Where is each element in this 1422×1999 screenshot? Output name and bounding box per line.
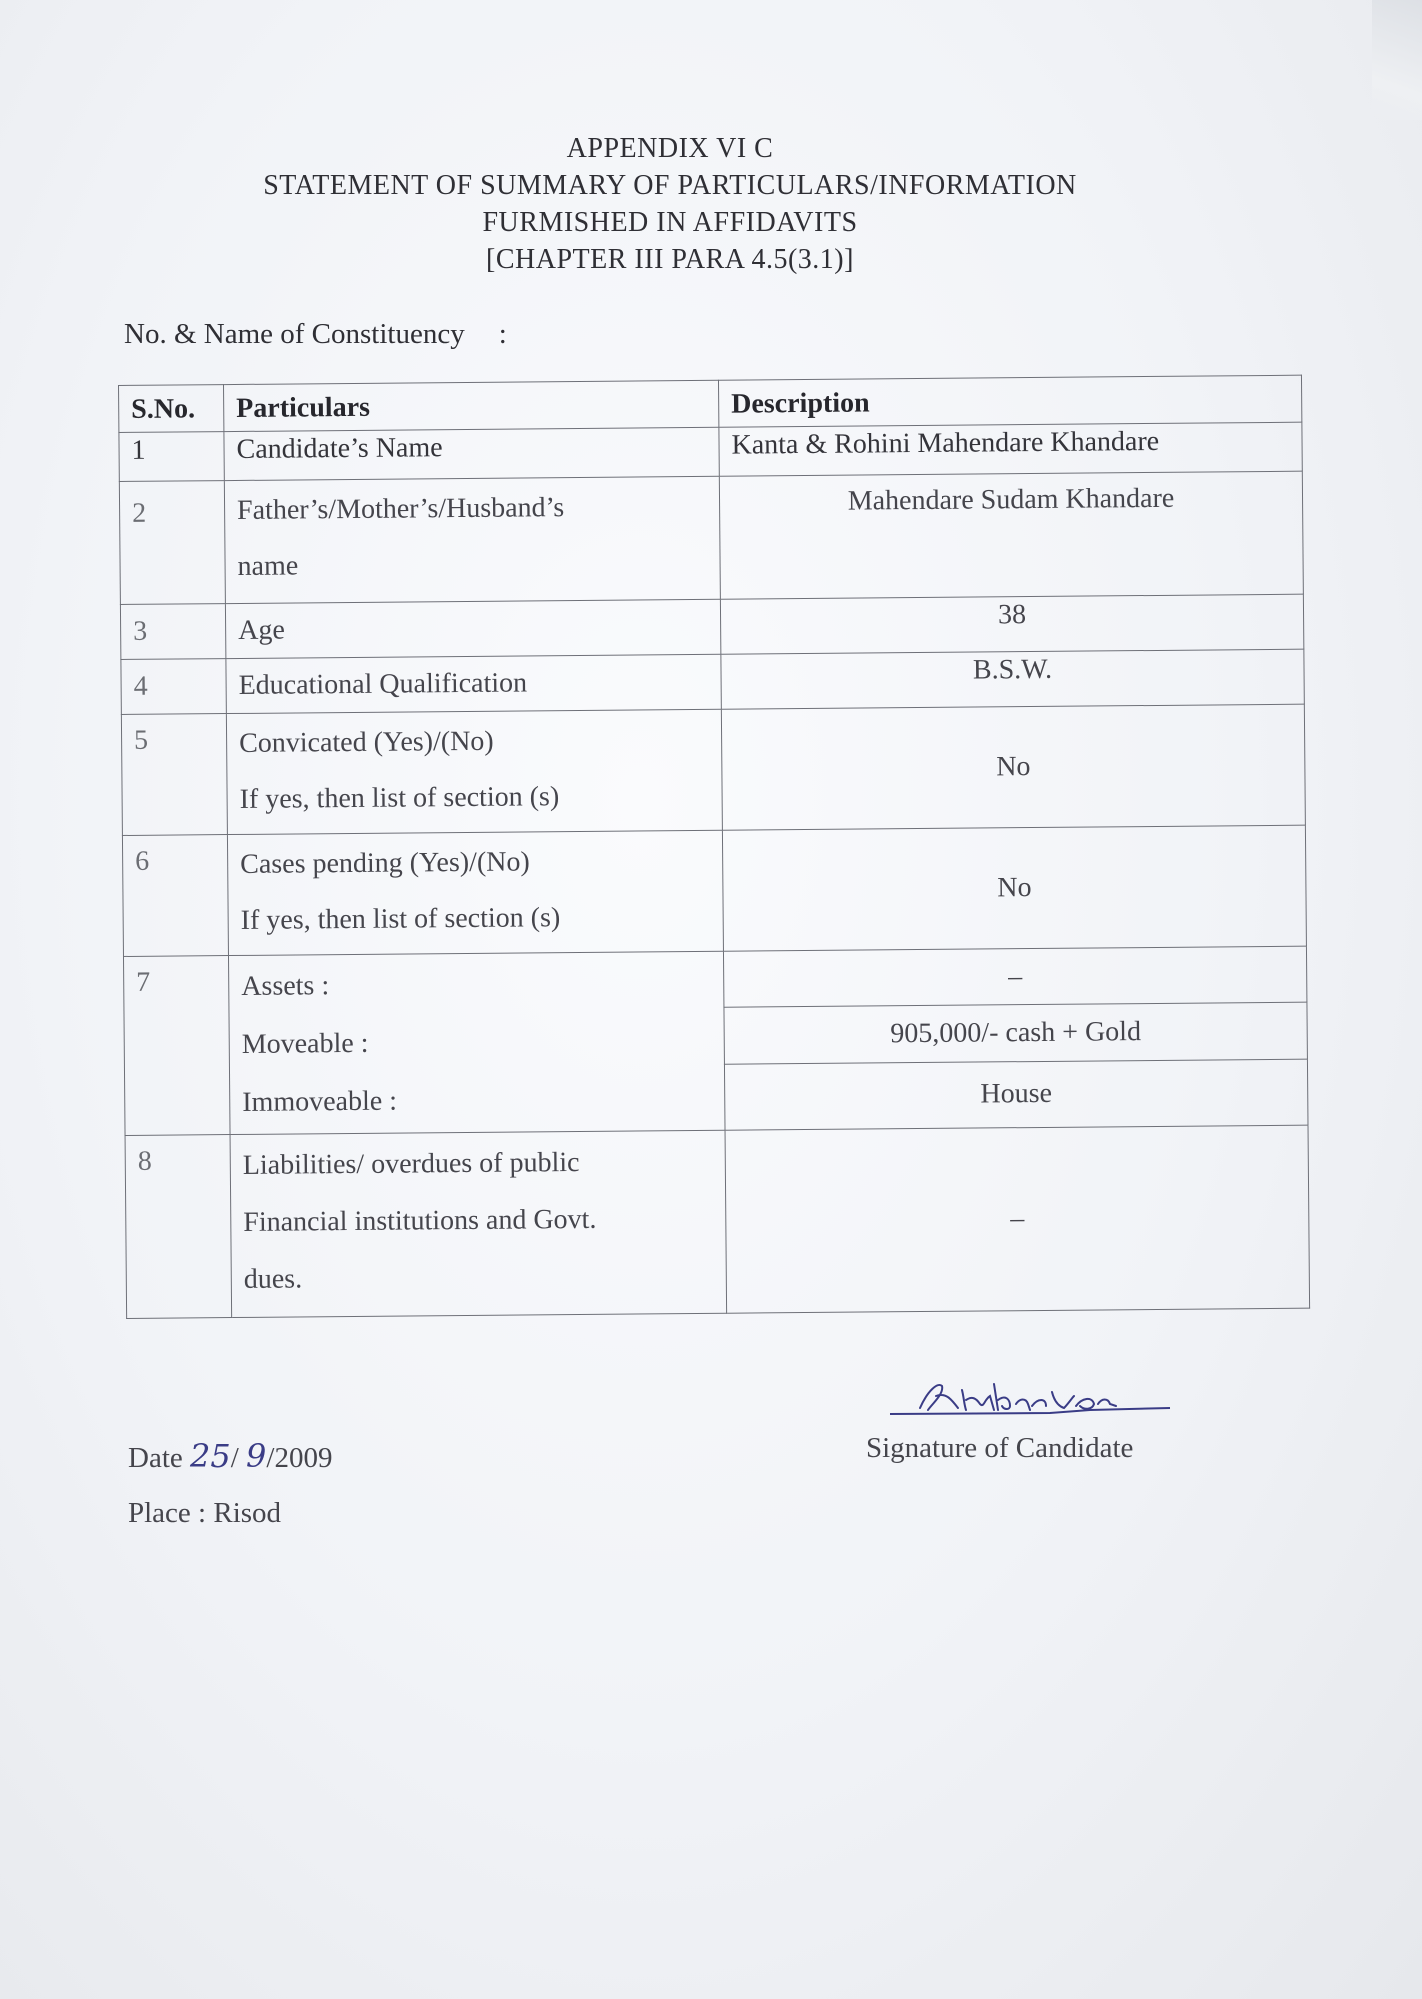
date-line: Date 25/ 9/2009 [128, 1437, 333, 1475]
table-row [125, 1125, 1310, 1318]
table-row [119, 471, 1303, 604]
row-particulars [230, 1130, 727, 1317]
row-description: No [722, 825, 1306, 951]
row-sno: 2 [119, 481, 225, 605]
row-sno: 8 [125, 1135, 232, 1319]
particulars-line: Immoveable : [242, 1085, 398, 1118]
header-description: Description [718, 375, 1301, 427]
table-row [121, 704, 1305, 835]
table-row [121, 649, 1304, 714]
row-sno: 1 [119, 432, 224, 482]
moveable-description: 905,000/- cash + Gold [724, 1002, 1307, 1063]
row-particulars [228, 951, 725, 1134]
candidate-signature [880, 1370, 1180, 1435]
page-fold [1372, 0, 1422, 120]
document-heading [130, 130, 1210, 278]
row-sno: 6 [122, 835, 228, 957]
row-particulars: Age [225, 599, 720, 658]
particulars-table [118, 375, 1310, 1319]
particulars-line: Liabilities/ overdues of public [242, 1147, 580, 1181]
row-sno: 7 [123, 956, 230, 1136]
particulars-line: Convicated (Yes)/(No) [238, 725, 494, 759]
row-description: B.S.W. [721, 649, 1304, 709]
particulars-line: Financial institutions and Govt. [243, 1203, 597, 1238]
row-particulars: Educational Qualification [226, 654, 721, 713]
constituency-label: No. & Name of Constituency [124, 318, 465, 350]
particulars-line: Father’s/Mother’s/Husband’s [236, 492, 565, 526]
row-particulars: Candidate’s Name [224, 427, 719, 480]
row-sno: 3 [120, 604, 225, 660]
header-particulars: Particulars [224, 380, 719, 431]
particulars-line: Cases pending (Yes)/(No) [240, 846, 530, 880]
row-particulars [227, 830, 723, 955]
particulars-line: If yes, then list of section (s) [240, 902, 561, 936]
date-label: Date [128, 1442, 183, 1474]
place-line: Place : Risod [128, 1497, 282, 1529]
header-sno: S.No. [119, 385, 224, 433]
signature-scribble-icon [880, 1370, 1180, 1430]
assets-description: – [723, 946, 1306, 1007]
heading-chapter: [CHAPTER III PARA 4.5(3.1)] [486, 244, 854, 275]
row-particulars [226, 709, 722, 834]
date-month: 9 [246, 1437, 267, 1475]
row-particulars [224, 476, 720, 603]
row-sno: 4 [121, 659, 226, 715]
heading-affidavits: FURMISHED IN AFFIDAVITS [482, 207, 858, 238]
row-description: No [721, 704, 1305, 830]
constituency-separator: : [498, 318, 507, 350]
particulars-line: Assets : [241, 970, 330, 1002]
signature-label: Signature of Candidate [866, 1432, 1134, 1464]
table-row [120, 594, 1303, 659]
particulars-line: Moveable : [241, 1027, 369, 1060]
heading-appendix: APPENDIX VI C [566, 133, 774, 164]
particulars-line: name [237, 550, 299, 582]
row-description: Mahendare Sudam Khandare [719, 471, 1303, 599]
row-description: Kanta & Rohini Mahendare Khandare [719, 422, 1302, 476]
heading-statement: STATEMENT OF SUMMARY OF PARTICULARS/INFORMATION [263, 170, 1077, 201]
row-description: 38 [720, 594, 1303, 654]
table-row-assets [123, 946, 1306, 1013]
particulars-line: If yes, then list of section (s) [239, 781, 560, 815]
table-row [122, 825, 1306, 956]
row-description: – [725, 1125, 1310, 1313]
date-day: 25 [190, 1437, 231, 1475]
date-year: /2009 [266, 1442, 333, 1474]
immoveable-description: House [724, 1059, 1308, 1131]
constituency-line [124, 318, 507, 351]
particulars-line: dues. [243, 1263, 303, 1295]
row-sno: 5 [121, 714, 227, 836]
